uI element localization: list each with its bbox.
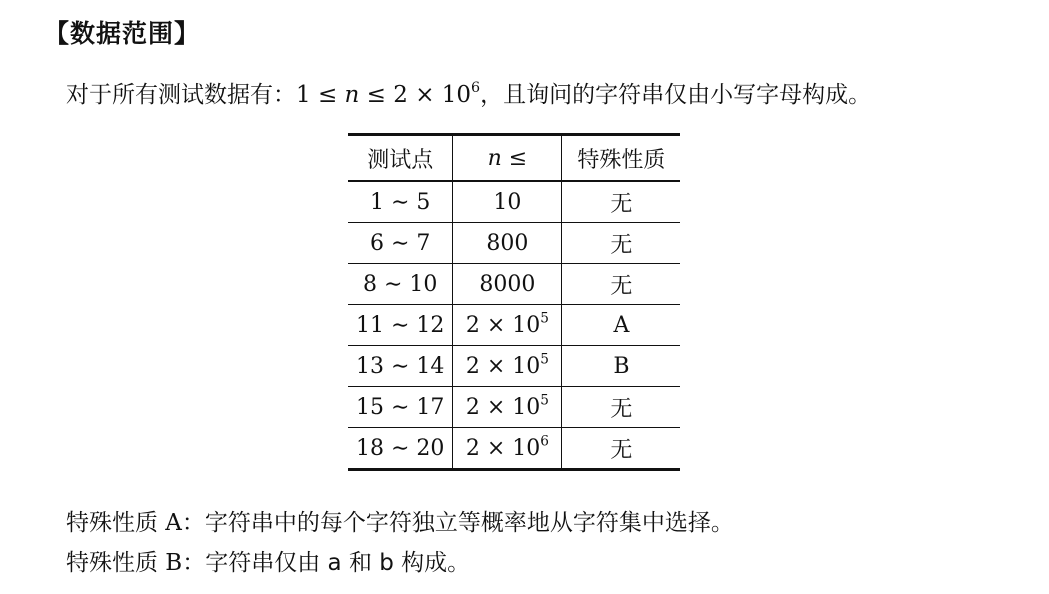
cell-n-exp: 5 <box>540 391 549 408</box>
cell-special-property: 无 <box>562 181 681 223</box>
table-header-row <box>348 135 680 182</box>
property-b-char-a: a <box>327 550 342 576</box>
cell-special-property: 无 <box>562 223 681 264</box>
table-row <box>348 264 680 305</box>
property-b-char-b: b <box>379 550 394 576</box>
cell-test-range: 18 ∼ 20 <box>348 428 453 470</box>
intro-math-exp: 6 <box>471 80 481 97</box>
intro-math-var: n <box>344 82 360 108</box>
cell-n-base: 2 × 10 <box>465 312 541 338</box>
cell-special-property: A <box>562 305 681 346</box>
property-b-label: 特殊性质 B： <box>66 550 206 576</box>
property-a-text: 字符串中的每个字符独立等概率地从字符集中选择。 <box>204 510 734 536</box>
intro-suffix: ，且询问的字符串仅由小写字母构成。 <box>480 82 872 108</box>
section-heading: 【数据范围】 <box>44 19 201 48</box>
cell-n-limit <box>453 181 562 223</box>
table-row <box>348 346 680 387</box>
header-special-property: 特殊性质 <box>562 135 681 182</box>
cell-test-range: 6 ∼ 7 <box>348 223 453 264</box>
header-n-var: n <box>487 145 502 171</box>
header-n-limit <box>453 135 562 182</box>
intro-sentence <box>66 76 871 109</box>
property-a <box>66 504 734 537</box>
cell-test-range: 11 ∼ 12 <box>348 305 453 346</box>
cell-n-base: 10 <box>493 189 522 215</box>
intro-math-rhs: ≤ 2 × 10 <box>359 82 472 108</box>
test-data-table <box>348 133 680 471</box>
cell-test-range: 1 ∼ 5 <box>348 181 453 223</box>
cell-n-limit <box>453 346 562 387</box>
header-test-point: 测试点 <box>348 135 453 182</box>
cell-n-limit <box>453 387 562 428</box>
header-n-rest: ≤ <box>501 145 528 171</box>
cell-n-exp: 5 <box>540 309 549 326</box>
cell-n-exp: 6 <box>540 432 549 449</box>
cell-test-range: 8 ∼ 10 <box>348 264 453 305</box>
cell-special-property: B <box>562 346 681 387</box>
cell-n-base: 800 <box>486 230 529 256</box>
property-b-text-prefix: 字符串仅由 <box>205 550 328 576</box>
cell-n-limit <box>453 305 562 346</box>
cell-test-range: 13 ∼ 14 <box>348 346 453 387</box>
cell-test-range: 15 ∼ 17 <box>348 387 453 428</box>
table-row <box>348 387 680 428</box>
intro-prefix: 对于所有测试数据有： <box>66 82 296 108</box>
cell-n-exp: 5 <box>540 350 549 367</box>
cell-n-base: 8000 <box>479 271 536 297</box>
cell-special-property: 无 <box>562 387 681 428</box>
property-b-text-mid: 和 <box>341 550 380 576</box>
cell-n-base: 2 × 10 <box>465 435 541 461</box>
cell-n-limit <box>453 223 562 264</box>
cell-n-base: 2 × 10 <box>465 353 541 379</box>
cell-special-property: 无 <box>562 264 681 305</box>
property-a-label: 特殊性质 A： <box>66 510 205 536</box>
intro-math-lhs: 1 ≤ <box>296 82 345 108</box>
property-b <box>66 544 470 577</box>
cell-n-limit <box>453 428 562 470</box>
cell-special-property: 无 <box>610 437 633 463</box>
table-row <box>348 428 680 470</box>
property-b-text-suffix: 构成。 <box>393 550 471 576</box>
table-row <box>348 181 680 223</box>
table-row <box>348 305 680 346</box>
table-row <box>348 223 680 264</box>
cell-n-limit <box>453 264 562 305</box>
cell-n-base: 2 × 10 <box>465 394 541 420</box>
